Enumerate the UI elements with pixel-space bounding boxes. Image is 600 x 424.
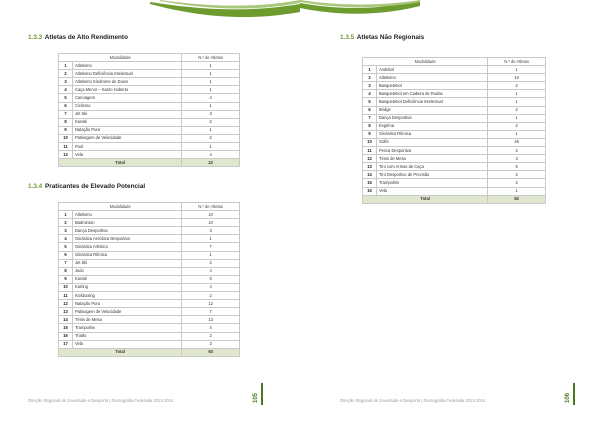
table-row	[363, 82, 546, 90]
row-modalidade: Vela	[376, 187, 487, 195]
row-modalidade: Atletismo	[72, 62, 181, 70]
row-atletas: 2	[488, 179, 546, 187]
table-total-row	[59, 159, 240, 167]
table-header-row	[59, 54, 240, 62]
row-atletas: 3	[182, 340, 240, 348]
row-number: 3	[363, 82, 377, 90]
row-atletas: 4	[182, 324, 240, 332]
header-modalidade: Modalidade	[59, 54, 182, 62]
row-modalidade: Karting	[72, 283, 181, 291]
row-atletas: 13	[182, 316, 240, 324]
section-number: 1.3.5	[340, 34, 355, 41]
table-row	[59, 110, 240, 118]
total-value: 93	[182, 348, 240, 356]
row-atletas: 12	[182, 300, 240, 308]
row-number: 1	[59, 211, 73, 219]
row-modalidade: Patinagem de Velocidade	[72, 134, 181, 142]
row-modalidade: Karaté	[72, 118, 181, 126]
row-modalidade: Basquetebol Deficiência Intelectual	[376, 98, 487, 106]
table-row	[59, 151, 240, 159]
row-atletas: 2	[182, 134, 240, 142]
row-number: 3	[59, 78, 73, 86]
row-atletas: 9	[182, 275, 240, 283]
row-modalidade: Ginástica Rítmica	[376, 130, 487, 138]
row-modalidade: Patinagem de Velocidade	[72, 308, 181, 316]
table-row	[59, 102, 240, 110]
table-row	[363, 106, 546, 114]
row-modalidade: Kickboxing	[72, 292, 181, 300]
row-modalidade: Dança Desportiva	[376, 114, 487, 122]
total-value: 82	[488, 195, 546, 203]
row-atletas: 1	[182, 143, 240, 151]
table-row	[59, 235, 240, 243]
row-number: 10	[363, 138, 377, 146]
row-modalidade: Atletismo	[376, 74, 487, 82]
row-modalidade: Ginástica Artística	[72, 243, 181, 251]
row-modalidade: Bridge	[376, 106, 487, 114]
row-modalidade: Jet Ski	[72, 259, 181, 267]
header-atletas: N.º de Atletas	[182, 54, 240, 62]
row-number: 9	[363, 130, 377, 138]
header-modalidade: Modalidade	[363, 58, 488, 66]
row-number: 5	[59, 243, 73, 251]
row-atletas: 4	[182, 283, 240, 291]
row-number: 5	[363, 98, 377, 106]
row-number: 13	[363, 163, 377, 171]
decorative-swoosh-left	[150, 0, 300, 22]
total-label: Total	[363, 195, 488, 203]
table-row	[363, 147, 546, 155]
table-row	[59, 316, 240, 324]
table-row	[363, 138, 546, 146]
total-label: Total	[59, 159, 182, 167]
row-atletas: 1	[182, 70, 240, 78]
row-atletas: 2	[488, 171, 546, 179]
row-atletas: 1	[488, 114, 546, 122]
row-atletas: 46	[488, 138, 546, 146]
row-number: 10	[59, 283, 73, 291]
table-row	[59, 62, 240, 70]
row-number: 6	[363, 106, 377, 114]
row-number: 5	[59, 94, 73, 102]
row-modalidade: Badminton	[72, 219, 181, 227]
row-atletas: 1	[182, 102, 240, 110]
row-atletas: 4	[182, 94, 240, 102]
row-number: 9	[59, 126, 73, 134]
section-title-nao-regionais	[340, 34, 424, 41]
row-number: 2	[363, 74, 377, 82]
row-number: 4	[59, 235, 73, 243]
row-modalidade: Pool	[72, 143, 181, 151]
row-atletas: 3	[488, 155, 546, 163]
section-title-alto-rendimento	[28, 34, 128, 41]
total-value: 22	[182, 159, 240, 167]
row-number: 16	[363, 187, 377, 195]
page-number-bar	[573, 383, 575, 405]
table-row	[363, 122, 546, 130]
table-row	[363, 155, 546, 163]
table-header-row	[363, 58, 546, 66]
table-row	[59, 118, 240, 126]
row-number: 1	[363, 66, 377, 74]
table-row	[59, 251, 240, 259]
header-atletas: N.º de Atletas	[182, 203, 240, 211]
table-row	[59, 292, 240, 300]
row-number: 7	[59, 259, 73, 267]
row-modalidade: Pesca Desportiva	[376, 147, 487, 155]
row-number: 15	[59, 324, 73, 332]
table-row	[363, 179, 546, 187]
row-number: 4	[363, 90, 377, 98]
section-number: 1.3.4	[28, 183, 43, 190]
section-title-text: Atletas Não Regionais	[356, 34, 425, 41]
row-atletas: 2	[182, 259, 240, 267]
row-atletas: 2	[182, 292, 240, 300]
row-atletas: 2	[488, 106, 546, 114]
row-modalidade: Judo	[72, 267, 181, 275]
row-atletas: 1	[182, 78, 240, 86]
row-modalidade: Basquetebol	[376, 82, 487, 90]
row-modalidade: Tiro Desportivo de Precisão	[376, 171, 487, 179]
row-modalidade: Tiro com Armas de Caça	[376, 163, 487, 171]
row-atletas: 1	[488, 98, 546, 106]
table-row	[59, 78, 240, 86]
section-number: 1.3.3	[28, 34, 43, 41]
row-modalidade: Ciclismo	[72, 102, 181, 110]
row-atletas: 1	[488, 66, 546, 74]
row-modalidade: Ténis de Mesa	[72, 316, 181, 324]
row-modalidade: Dança Desportiva	[72, 227, 181, 235]
row-atletas: 1	[182, 235, 240, 243]
row-atletas: 4	[182, 151, 240, 159]
row-modalidade: Caça Menor – Santo Huberto	[72, 86, 181, 94]
row-modalidade: Ginástica Rítmica	[72, 251, 181, 259]
row-number: 3	[59, 227, 73, 235]
row-modalidade: Triatlo	[72, 332, 181, 340]
table-nao-regionais	[362, 57, 546, 204]
row-modalidade: Natação Pura	[72, 300, 181, 308]
table-row	[363, 74, 546, 82]
row-number: 8	[59, 267, 73, 275]
row-number: 1	[59, 62, 73, 70]
table-header-row	[59, 203, 240, 211]
row-modalidade: Trampolins	[72, 324, 181, 332]
row-number: 16	[59, 332, 73, 340]
table-total-row	[59, 348, 240, 356]
table-row	[59, 259, 240, 267]
row-atletas: 3	[182, 227, 240, 235]
table-row	[59, 134, 240, 142]
row-number: 6	[59, 102, 73, 110]
page-footer: Direção Regional de Juventude e Desporto | Demografia Federada 2013-2014	[340, 398, 486, 403]
row-modalidade: Karaté	[72, 275, 181, 283]
row-atletas: 5	[488, 163, 546, 171]
row-number: 10	[59, 134, 73, 142]
table-elevado-potencial	[58, 202, 240, 357]
row-number: 11	[363, 147, 377, 155]
row-number: 12	[363, 155, 377, 163]
table-row	[363, 130, 546, 138]
row-modalidade: Andebol	[376, 66, 487, 74]
table-row	[59, 267, 240, 275]
row-atletas: 2	[182, 118, 240, 126]
row-number: 8	[363, 122, 377, 130]
row-modalidade: Natação Pura	[72, 126, 181, 134]
decorative-swoosh-right	[300, 0, 420, 18]
row-modalidade: Ténis de Mesa	[376, 155, 487, 163]
row-number: 11	[59, 143, 73, 151]
table-total-row	[363, 195, 546, 203]
page-footer: Direção Regional de Juventude e Desporto | Demografia Federada 2013-2014	[28, 398, 174, 403]
row-number: 4	[59, 86, 73, 94]
row-atletas: 3	[182, 110, 240, 118]
row-atletas: 10	[182, 211, 240, 219]
table-row	[59, 332, 240, 340]
row-modalidade: Atletismo	[72, 211, 181, 219]
row-atletas: 10	[488, 74, 546, 82]
row-modalidade: Vela	[72, 151, 181, 159]
page-number	[253, 383, 265, 405]
row-atletas: 1	[182, 126, 240, 134]
table-row	[363, 90, 546, 98]
row-number: 12	[59, 151, 73, 159]
row-modalidade: Jet Ski	[72, 110, 181, 118]
table-row	[59, 143, 240, 151]
row-atletas: 2	[488, 82, 546, 90]
row-modalidade: Esgrima	[376, 122, 487, 130]
table-row	[363, 187, 546, 195]
row-number: 9	[59, 275, 73, 283]
table-alto-rendimento	[58, 53, 240, 167]
row-number: 14	[363, 171, 377, 179]
table-row	[59, 283, 240, 291]
total-label: Total	[59, 348, 182, 356]
row-atletas: 2	[488, 147, 546, 155]
row-atletas: 1	[182, 86, 240, 94]
section-title-text: Praticantes de Elevado Potencial	[45, 183, 146, 190]
row-modalidade: Golfe	[376, 138, 487, 146]
row-atletas: 2	[182, 332, 240, 340]
row-modalidade: Vela	[72, 340, 181, 348]
row-atletas: 1	[488, 90, 546, 98]
row-atletas: 10	[182, 219, 240, 227]
row-number: 15	[363, 179, 377, 187]
table-row	[59, 70, 240, 78]
table-row	[59, 211, 240, 219]
section-title-elevado-potencial	[28, 183, 145, 190]
row-atletas: 1	[488, 130, 546, 138]
table-row	[59, 126, 240, 134]
row-atletas: 1	[182, 251, 240, 259]
row-number: 11	[59, 292, 73, 300]
table-row	[59, 227, 240, 235]
page-number-bar	[261, 383, 263, 405]
row-atletas: 2	[488, 122, 546, 130]
row-modalidade: Canoagem	[72, 94, 181, 102]
row-number: 6	[59, 251, 73, 259]
row-atletas: 7	[182, 243, 240, 251]
row-modalidade: Basquetebol em Cadeira de Rodas	[376, 90, 487, 98]
row-number: 2	[59, 70, 73, 78]
page-number-text: 105	[253, 392, 259, 403]
row-number: 8	[59, 118, 73, 126]
header-modalidade: Modalidade	[59, 203, 182, 211]
row-modalidade: Trampolins	[376, 179, 487, 187]
table-row	[59, 243, 240, 251]
right-page	[300, 0, 600, 424]
table-row	[59, 340, 240, 348]
table-row	[59, 219, 240, 227]
row-atletas: 1	[488, 187, 546, 195]
row-number: 7	[363, 114, 377, 122]
table-row	[363, 163, 546, 171]
table-row	[363, 171, 546, 179]
table-row	[59, 324, 240, 332]
row-atletas: 7	[182, 308, 240, 316]
row-number: 17	[59, 340, 73, 348]
row-modalidade: Atletismo Síndrome de Down	[72, 78, 181, 86]
table-row	[363, 98, 546, 106]
row-number: 14	[59, 316, 73, 324]
table-row	[363, 66, 546, 74]
table-row	[59, 94, 240, 102]
row-atletas: 1	[182, 62, 240, 70]
page-number-text: 106	[565, 392, 571, 403]
table-row	[363, 114, 546, 122]
header-atletas: N.º de Atletas	[488, 58, 546, 66]
row-number: 7	[59, 110, 73, 118]
section-title-text: Atletas de Alto Rendimento	[44, 34, 128, 41]
row-number: 13	[59, 308, 73, 316]
row-modalidade: Ginástica Aeróbica Desportiva	[72, 235, 181, 243]
row-modalidade: Atletismo Deficiência Intelectual	[72, 70, 181, 78]
row-number: 2	[59, 219, 73, 227]
row-number: 12	[59, 300, 73, 308]
table-row	[59, 86, 240, 94]
table-row	[59, 308, 240, 316]
row-atletas: 4	[182, 267, 240, 275]
page-number	[565, 383, 577, 405]
table-row	[59, 300, 240, 308]
table-row	[59, 275, 240, 283]
